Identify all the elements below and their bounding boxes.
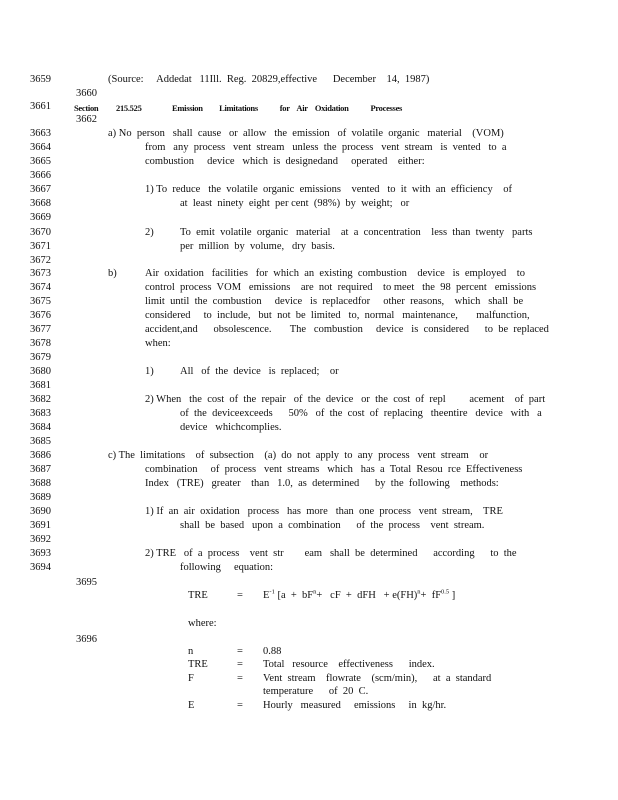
line-number-3662: 3662: [76, 114, 97, 125]
equation-part-3: + fF: [420, 590, 442, 601]
equation-exponent-3: 0.5: [441, 588, 450, 596]
line-number-3666: 3666: [30, 170, 51, 181]
line-number-3682: 3682: [30, 394, 51, 405]
para-b-line-4: considered to include, but not be limited to, normal maintenance, malfunction,: [145, 310, 530, 321]
line-number-3686: 3686: [30, 450, 51, 461]
para-c-line-1: c) The limitations of subsection (a) do not apply to any process vent stream or: [108, 450, 489, 461]
para-c-line-2: combination of process vent streams which has a Total Resou rce Effectiveness: [145, 464, 523, 475]
def-equals-e: =: [237, 700, 243, 711]
item-b2-line-1: 2) When the cost of the repair of the device or the cost of repl acement of part: [145, 394, 546, 405]
item-a1-line-2: at least ninety eight per cent (98%) by weight; or: [180, 198, 410, 209]
line-number-3677: 3677: [30, 324, 51, 335]
def-equals-tre: =: [237, 659, 243, 670]
equation-equals: =: [237, 590, 243, 601]
where-label: where:: [188, 618, 217, 629]
line-number-3684: 3684: [30, 422, 51, 433]
def-symbol-tre: TRE: [188, 659, 208, 670]
line-number-3674: 3674: [30, 282, 51, 293]
line-number-3676: 3676: [30, 310, 51, 321]
line-number-3663: 3663: [30, 128, 51, 139]
item-a1-line-1: 1) To reduce the volatile organic emissions vented to it with an efficiency of: [145, 184, 512, 195]
def-text-f: Vent stream flowrate (scm/min), at a standard: [263, 673, 492, 684]
line-number-3671: 3671: [30, 241, 51, 252]
para-a-line-2: from any process vent stream unless the process vent stream is vented to a: [145, 142, 507, 153]
def-equals-f: =: [237, 673, 243, 684]
line-number-3669: 3669: [30, 212, 51, 223]
equation-part-4: ]: [449, 590, 456, 601]
para-b-line-5: accident,and obsolescence. The combustion device is considered to be replaced: [145, 324, 549, 335]
para-a-line-3: combustion device which is designedand operated either:: [145, 156, 425, 167]
section-title: Emission Limitations for Air Oxidation Processes: [172, 103, 403, 113]
item-c1-line-2: shall be based upon a combination of the process vent stream.: [180, 520, 485, 531]
equation-lhs: TRE: [188, 590, 208, 601]
item-c2-line-2: following equation:: [180, 562, 274, 573]
line-number-3680: 3680: [30, 366, 51, 377]
def-symbol-f: F: [188, 673, 194, 684]
line-number-3687: 3687: [30, 464, 51, 475]
line-number-3681: 3681: [30, 380, 51, 391]
line-number-3668: 3668: [30, 198, 51, 209]
line-number-3661: 3661: [30, 101, 51, 112]
para-b-line-1: Air oxidation facilities for which an existing combustion device is employed to: [145, 268, 525, 279]
item-a2-marker: 2): [145, 227, 154, 238]
item-b2-line-2: of the deviceexceeds 50% of the cost of replacing theentire device with a: [180, 408, 542, 419]
line-number-3673: 3673: [30, 268, 51, 279]
equation-e: E: [263, 590, 270, 601]
line-number-3659: 3659: [30, 74, 51, 85]
item-b1-marker: 1): [145, 366, 154, 377]
line-number-3694: 3694: [30, 562, 51, 573]
def-text-tre: Total resource effectiveness index.: [263, 659, 435, 670]
line-number-3678: 3678: [30, 338, 51, 349]
item-c2-line-1: 2) TRE of a process vent str eam shall be determined according to the: [145, 548, 517, 559]
para-b-line-6: when:: [145, 338, 171, 349]
line-number-3696: 3696: [76, 634, 97, 645]
equation-part-1: [a + bF: [274, 590, 314, 601]
def-symbol-n: n: [188, 646, 194, 657]
line-number-3683: 3683: [30, 408, 51, 419]
section-label: Section: [74, 103, 99, 113]
para-c-line-3: Index (TRE) greater than 1.0, as determined by the following methods:: [145, 478, 499, 489]
equation-exponent-2: n: [417, 588, 421, 596]
def-equals-n: =: [237, 646, 243, 657]
source-note: (Source: Addedat 11Ill. Reg. 20829,effective December 14, 1987): [108, 74, 430, 85]
item-b2-line-3: device whichcomplies.: [180, 422, 282, 433]
line-number-3693: 3693: [30, 548, 51, 559]
para-b-line-2: control process VOM emissions are not required to meet the 98 percent emissions: [145, 282, 537, 293]
line-number-3685: 3685: [30, 436, 51, 447]
line-number-3690: 3690: [30, 506, 51, 517]
def-text-f-continued: temperature of 20 C.: [263, 686, 369, 697]
line-number-3670: 3670: [30, 227, 51, 238]
line-number-3689: 3689: [30, 492, 51, 503]
def-text-e: Hourly measured emissions in kg/hr.: [263, 700, 447, 711]
line-number-3688: 3688: [30, 478, 51, 489]
line-number-3664: 3664: [30, 142, 51, 153]
item-b1-text: All of the device is replaced; or: [180, 366, 339, 377]
def-text-n: 0.88: [263, 646, 282, 657]
item-a2-line-2: per million by volume, dry basis.: [180, 241, 335, 252]
line-number-3692: 3692: [30, 534, 51, 545]
item-c1-line-1: 1) If an air oxidation process has more than one process vent stream, TRE: [145, 506, 503, 517]
section-number: 215.525: [116, 103, 142, 113]
line-number-3691: 3691: [30, 520, 51, 531]
para-a-line-1: a) No person shall cause or allow the emission of volatile organic material (VOM): [108, 128, 504, 139]
line-number-3672: 3672: [30, 255, 51, 266]
equation-part-2: + cF + dFH + e(FH): [316, 590, 418, 601]
para-b-line-3: limit until the combustion device is replacedfor other reasons, which shall be: [145, 296, 524, 307]
line-number-3679: 3679: [30, 352, 51, 363]
line-number-3665: 3665: [30, 156, 51, 167]
equation-e-exponent: -1: [269, 588, 275, 596]
equation-rhs: [263, 590, 455, 602]
line-number-3695: 3695: [76, 577, 97, 588]
para-b-marker: b): [108, 268, 117, 279]
line-number-3667: 3667: [30, 184, 51, 195]
equation-exponent-1: n: [313, 588, 317, 596]
item-a2-line-1: To emit volatile organic material at a concentration less than twenty parts: [180, 227, 533, 238]
def-symbol-e: E: [188, 700, 195, 711]
line-number-3675: 3675: [30, 296, 51, 307]
line-number-3660: 3660: [76, 88, 97, 99]
